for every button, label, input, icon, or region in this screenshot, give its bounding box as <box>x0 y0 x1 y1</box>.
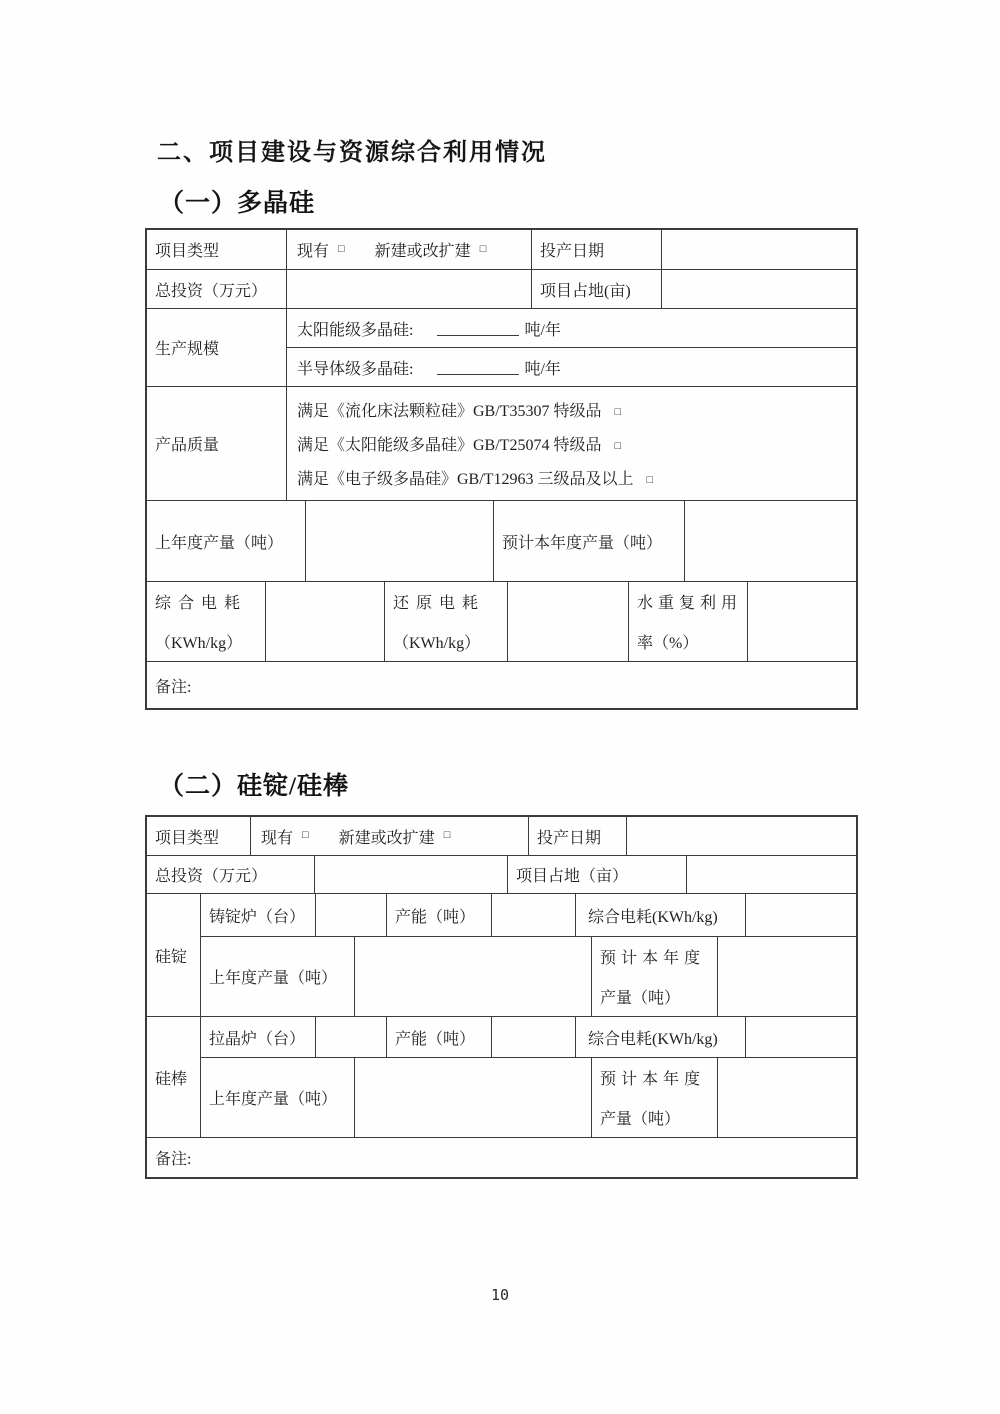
rod-furnace-label: 拉晶炉（台） <box>200 1017 315 1057</box>
existing-option-label: 现有 <box>297 243 330 260</box>
table-row <box>147 386 856 500</box>
quality-standard-1-label: 满足《流化床法颗粒硅》GB/T35307 特级品 <box>297 403 602 420</box>
quality-standard-3-checkbox-icon: □ <box>646 474 654 486</box>
rod-power-blank-cell <box>745 1017 856 1057</box>
table-row <box>286 347 856 386</box>
land-area-label: 项目占地（亩） <box>507 856 686 893</box>
ingot-capacity-label: 产能（吨） <box>386 894 491 936</box>
total-investment-blank-cell <box>314 856 507 893</box>
table-row <box>286 309 856 347</box>
table-row <box>147 1137 856 1177</box>
product-quality-label: 产品质量 <box>155 437 220 454</box>
total-investment-blank-cell <box>286 270 531 308</box>
water-reuse-line1: 水重复利用 <box>637 595 743 612</box>
ingot-forecast-line1: 预计本年度 <box>600 950 706 967</box>
ingot-capacity-blank-cell <box>491 894 575 936</box>
new-or-expanded-checkbox-icon: □ <box>479 242 487 255</box>
land-area-label: 项目占地(亩) <box>531 270 661 308</box>
quality-standard-line <box>297 398 621 421</box>
rod-capacity-blank-cell <box>491 1017 575 1057</box>
semiconductor-grade-label: 半导体级多晶硅: <box>297 360 414 378</box>
start-date-blank-cell <box>661 230 856 269</box>
rod-forecast-output-blank-cell <box>717 1058 856 1137</box>
solar-grade-cell <box>286 309 856 347</box>
ingot-last-year-output-label: 上年度产量（吨） <box>200 937 354 1016</box>
table-row-group <box>147 1016 856 1137</box>
land-area-blank-cell <box>686 856 856 893</box>
rod-last-year-output-blank-cell <box>354 1058 591 1137</box>
table-row <box>200 1057 856 1137</box>
table-row <box>200 894 856 936</box>
new-or-expanded-checkbox-icon: □ <box>443 829 451 841</box>
table-row <box>200 936 856 1016</box>
rod-subrows <box>200 1017 856 1137</box>
ingot-group-label: 硅锭 <box>155 948 188 966</box>
ingot-furnace-blank-cell <box>315 894 386 936</box>
table-row <box>200 1017 856 1057</box>
ingot-forecast-line2: 产量（吨） <box>600 990 681 1007</box>
land-area-blank-cell <box>661 270 856 308</box>
table-row <box>147 581 856 661</box>
quality-standard-2-checkbox-icon: □ <box>614 440 622 452</box>
remarks-label: 备注: <box>155 1151 192 1168</box>
ingot-forecast-output-blank-cell <box>717 937 856 1016</box>
ingot-forecast-output-label <box>591 937 717 1016</box>
ingot-power-blank-cell <box>745 894 856 936</box>
quality-standard-2-label: 满足《太阳能级多晶硅》GB/T25074 特级品 <box>297 437 602 454</box>
production-scale-label: 生产规模 <box>155 341 220 358</box>
total-investment-label: 总投资（万元） <box>155 868 268 885</box>
quality-standard-1-checkbox-icon: □ <box>614 406 622 418</box>
solar-grade-label: 太阳能级多晶硅: <box>297 321 414 339</box>
total-investment-label: 总投资（万元） <box>155 282 268 300</box>
comprehensive-power-line2: （KWh/kg） <box>155 635 243 652</box>
reduction-power-line2: （KWh/kg） <box>393 635 481 652</box>
project-type-label: 项目类型 <box>155 243 220 260</box>
table-row <box>147 230 856 269</box>
fill-in-blank-line <box>437 320 519 336</box>
last-year-output-label: 上年度产量（吨） <box>155 534 284 552</box>
rod-power-label: 综合电耗(KWh/kg) <box>575 1017 745 1057</box>
project-type-options <box>250 817 528 855</box>
tons-per-year-unit: 吨/年 <box>524 360 561 378</box>
water-reuse-label <box>628 582 747 661</box>
existing-checkbox-icon: □ <box>338 242 345 255</box>
quality-standard-line <box>297 466 653 489</box>
comprehensive-power-blank-cell <box>265 582 384 661</box>
start-date-label: 投产日期 <box>528 817 626 855</box>
semiconductor-grade-cell <box>286 348 856 386</box>
existing-checkbox-icon: □ <box>302 829 309 841</box>
table-row <box>147 855 856 893</box>
page-title: 二、项目建设与资源综合利用情况 <box>157 139 547 166</box>
quality-standard-line <box>297 432 621 455</box>
reduction-power-label <box>384 582 507 661</box>
project-type-options <box>286 230 531 269</box>
quality-standard-3-label: 满足《电子级多晶硅》GB/T12963 三级品及以上 <box>297 471 634 488</box>
table-row <box>147 500 856 581</box>
rod-last-year-output-label: 上年度产量（吨） <box>200 1058 354 1137</box>
new-or-expanded-option-label: 新建或改扩建 <box>374 243 471 260</box>
last-year-output-blank-cell <box>305 501 493 581</box>
project-type-label: 项目类型 <box>155 829 220 847</box>
reduction-power-line1: 还原电耗 <box>393 595 486 612</box>
polysilicon-table <box>145 228 858 710</box>
rod-forecast-line1: 预计本年度 <box>600 1071 706 1088</box>
rod-furnace-blank-cell <box>315 1017 386 1057</box>
comprehensive-power-line1: 综合电耗 <box>155 595 248 612</box>
ingot-furnace-label: 铸锭炉（台） <box>200 894 315 936</box>
rod-capacity-label: 产能（吨） <box>386 1017 491 1057</box>
this-year-output-blank-cell <box>684 501 856 581</box>
start-date-label: 投产日期 <box>531 230 661 269</box>
ingot-last-year-output-blank-cell <box>354 937 591 1016</box>
comprehensive-power-label <box>147 582 265 661</box>
this-year-output-label: 预计本年度产量（吨） <box>493 501 684 581</box>
tons-per-year-unit: 吨/年 <box>524 321 561 339</box>
production-scale-subrows <box>286 309 856 386</box>
start-date-blank-cell <box>626 817 856 855</box>
table-row-group <box>147 893 856 1016</box>
page-number: 10 <box>490 1286 510 1304</box>
section-title-polysilicon: （一）多晶硅 <box>159 190 316 217</box>
rod-forecast-line2: 产量（吨） <box>600 1111 681 1128</box>
rod-group-label: 硅棒 <box>155 1070 188 1088</box>
ingot-subrows <box>200 894 856 1016</box>
product-quality-cell <box>286 387 856 500</box>
rod-forecast-output-label <box>591 1058 717 1137</box>
section-title-ingot-rod: （二）硅锭/硅棒 <box>159 773 349 800</box>
water-reuse-blank-cell <box>747 582 856 661</box>
table-row <box>147 661 856 708</box>
existing-option-label: 现有 <box>261 829 294 847</box>
table-row <box>147 269 856 308</box>
water-reuse-line2: 率（%） <box>637 635 699 652</box>
table-row <box>147 817 856 855</box>
fill-in-blank-line <box>437 359 519 375</box>
ingot-power-label: 综合电耗(KWh/kg) <box>575 894 745 936</box>
table-row-group <box>147 308 856 386</box>
new-or-expanded-option-label: 新建或改扩建 <box>338 829 435 847</box>
reduction-power-blank-cell <box>507 582 628 661</box>
remarks-label: 备注: <box>155 678 192 696</box>
ingot-rod-table <box>145 815 858 1179</box>
